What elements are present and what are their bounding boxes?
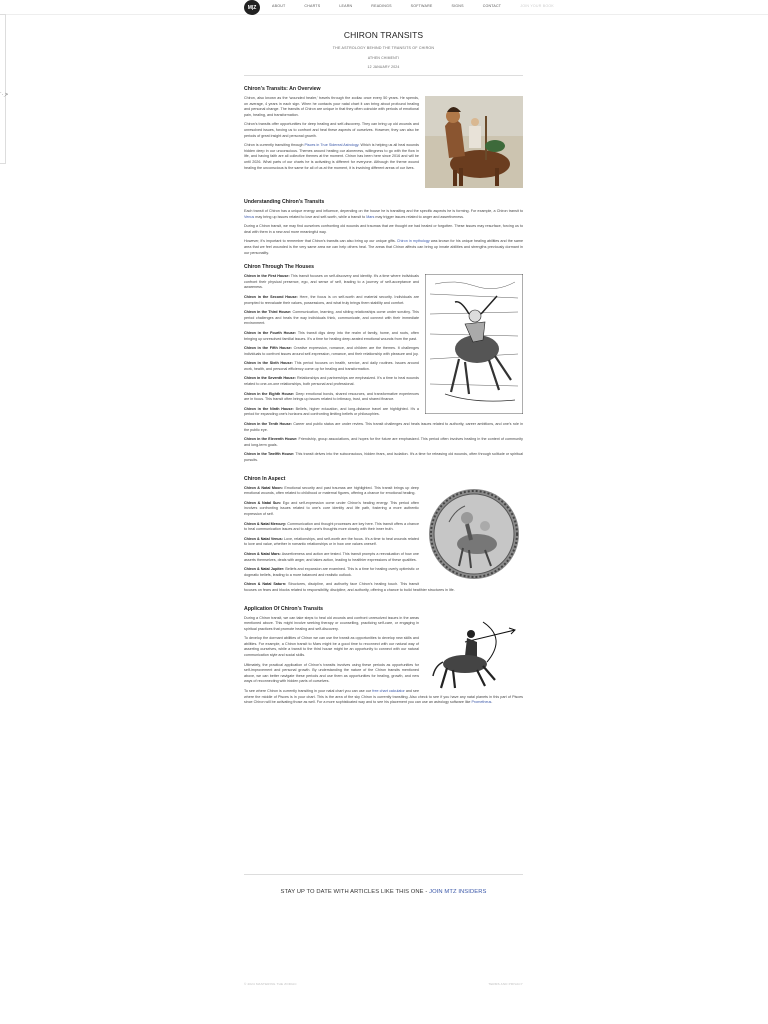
list-item: Chiron in the Tenth House: Career and public status are under review. This transit challenges and heals issues related to authority, career ambitions, and one's role in the public eye. <box>244 422 524 432</box>
paragraph: To develop the dormant abilities of Chiron we can use the transit as opportunities to develop new skills and abilities. For example, a Chiron transit to Mars might be a good time to reconnect with our natural way of asserting ourselves, while a transit to the third house might be an opportunity to connect with our natural communication style and social skills. <box>244 636 419 658</box>
section-heading: Chiron's Transits: An Overview <box>244 86 321 92</box>
list-item: Chiron in the Seventh House: Relationships and partnerships are emphasized. It's a time to heal wounds related to one-on-one relationships, both personal and professional. <box>244 376 419 387</box>
section-heading: Understanding Chiron's Transits <box>244 199 325 205</box>
section-heading: Chiron In Aspect <box>244 475 286 482</box>
list-item: Chiron in the Twelfth House: This transit delves into the subconscious, hidden fears, and isolation. It's a time for releasing old wounds, often through solitude or spiritual pursuits. <box>244 452 523 462</box>
link-venus[interactable]: Venus <box>244 214 255 219</box>
list-item: Chiron & Natal Saturn: Structures, discipline, and authority face Chiron's healing touch. This transit focuses on fears and blocks related to responsibility, discipline, and authority, offering a chance to build healthier structures in life. <box>244 582 455 592</box>
list-item: Chiron & Natal Jupiter: Beliefs and expansion are examined. This is a time for healing overly optimistic or dogmatic beliefs, leading to a more balanced and realistic outlook. <box>244 567 419 577</box>
link-pisces-sidereal[interactable]: Pisces in True Sidereal Astrology <box>304 143 359 148</box>
list-item: Chiron & Natal Mars: Assertiveness and action are tested. This transit prompts a reevaluation of how one asserts themselves, deals with anger, and takes action, leading to healthier expressions of these qualities. <box>244 551 419 562</box>
silver-medallion-image <box>425 486 523 582</box>
nav-item-contact[interactable]: CONTACT <box>482 4 502 8</box>
paragraph: Each transit of Chiron has a unique energy and influence, depending on the house he is transiting and the specific aspects he is forming. For example, a Chiron transit to Venus may bring up issues related to love and self-worth, while a transit to Mars may trigger issues related to anger and assertiveness. <box>244 209 523 219</box>
side-panel-tab[interactable] <box>0 14 6 164</box>
nav-item-charts[interactable]: CHARTS <box>304 4 321 8</box>
nav-item-learn[interactable]: LEARN <box>339 4 353 8</box>
site-logo[interactable]: M|Z <box>244 0 260 15</box>
list-item: Chiron in the Eighth House: Deep emotional bonds, shared resources, and transformative experiences are in focus. This transit often brings up issues related to intimacy, trust, and shared finance. <box>244 391 419 402</box>
footer <box>244 982 523 986</box>
centaur-engraving-image <box>425 274 523 414</box>
top-navigation <box>0 0 768 15</box>
sagittarius-archer-icon <box>425 616 523 692</box>
list-item: Chiron & Natal Mercury: Communication and thought processes are key here. This transit offers a chance to heal communication issues and to align one's thoughts more closely with their inner truth. <box>244 521 419 532</box>
link-prometheus[interactable]: Prometheus <box>471 700 492 705</box>
terms-privacy-link[interactable]: TERMS AND PRIVACY <box>488 982 523 986</box>
join-insiders-link[interactable]: JOIN MTZ INSIDERS <box>429 889 487 895</box>
nav-item-join[interactable]: JOIN YOUR BOOK <box>520 4 554 8</box>
link-chiron-mythology[interactable]: Chiron in mythology <box>396 239 430 244</box>
nav-item-signs[interactable]: SIGNS <box>451 4 464 8</box>
article <box>244 28 523 710</box>
paragraph: Chiron is currently transiting through Pisces in True Sidereal Astrology. Which is helping us all heal wounds hidden deep in our unconscious. Themes around healing our aloneness, willingness to go with the flow in life, and having faith are all collective themes at the moment. Chiron has been here since 2016 and will be until 2026. What parts of our charts he is activating is different for everyone. Although the theme wound healing the unconscious is the same for all of us at the moment, it is involving different areas of our lives. <box>244 143 419 170</box>
chevron-right-icon[interactable]: ⋱> <box>0 92 8 98</box>
list-item: Chiron in the Second House: Here, the focus is on self-worth and material security. Individuals are prompted to reevaluate their values, possessions, and what truly brings them stability and comfort. <box>244 294 420 305</box>
paragraph: Chiron, also known as the 'wounded healer,' travels through the zodiac once every 50 years. He spends, on average, 4 years in each sign. When he contacts your natal chart it can bring about profound healing and personal change. The transits of Chiron are unique in that they often coincide with periods of emotional pain, healing, and transformation. <box>244 96 419 117</box>
publish-date: 12 JANUARY 2024 <box>367 65 400 69</box>
link-free-chart-calculator[interactable]: free chart calculator <box>372 689 405 694</box>
divider <box>244 75 523 76</box>
page-subtitle: THE ASTROLOGY BEHIND THE TRANSITS OF CHIRON <box>332 46 435 50</box>
nav-links <box>272 4 573 8</box>
list-item: Chiron in the Third House: Communication, learning, and sibling relationships come under scrutiny. This period challenges and heals the way individuals think, communicate, and connect with their immediate environment. <box>244 310 419 326</box>
article-header <box>244 30 523 69</box>
paragraph: Ultimately, the practical application of Chiron's transits involves using these periods as opportunities for self-improvement and personal growth. By understanding the nature of the Chiron transits mentioned above, we can better navigate these periods and use them as opportunities for healing, growth, and new ways of reconnecting with hidden parts of ourselves. <box>244 662 419 684</box>
list-item: Chiron in the Fourth House: This transit digs deep into the realm of family, home, and roots, often bringing up unresolved familial issues. It's a time for healing deep-seated emotional wounds from the past. <box>244 330 419 341</box>
list-item: Chiron in the Eleventh House: Friendship, group associations, and hopes for the future are emphasized. This period often involves healing in the context of community and long-term goals. <box>244 437 523 447</box>
section-heading: Application Of Chiron's Transits <box>244 605 324 612</box>
paragraph: However, it's important to remember that Chiron's transits can also bring up our unique gifts. Chiron in mythology was known for his unique healing abilities and the same area that we feel wounded is the very same area we can help others heal. The areas that Chiron affects can bring up innate abilities and strengths previously dormant in our personality. <box>244 239 524 255</box>
link-mars[interactable]: Mars <box>366 214 375 219</box>
paragraph: To see where Chiron is currently transiting in your natal chart you can use our free chart calculator and see where the middle of Pisces is in your chart. This is the area of the sky Chiron is currently transiting. Also check to see if you have any natal planets in this part of Pisces since Chiron will be activating those as well. For a more sophisticated way and to see his placement you can use an astrology software like Prometheus. <box>244 689 523 705</box>
newsletter-cta <box>244 874 523 895</box>
list-item: Chiron & Natal Sun: Ego and self-expression come under Chiron's healing energy. This period often involves confronting issues related to one's core identity and life path, fostering a more authentic expression of self. <box>244 500 419 516</box>
nav-item-software[interactable]: SOFTWARE <box>410 4 433 8</box>
list-item: Chiron & Natal Moon: Emotional security and past traumas are highlighted. This transit brings up deep emotional wounds, often related to childhood or maternal figures, offering a chance for emotional healing. <box>244 485 419 496</box>
copyright-text: © 2024 MASTERING THE ZODIAC <box>244 982 297 986</box>
list-item: Chiron in the Fifth House: Creative expression, romance, and children are the themes. It challenges individuals to confront issues around self-expression, romance, and their relationship with pleasure and joy. <box>244 346 419 356</box>
paragraph: During a Chiron transit, we may find ourselves confronting old wounds and traumas that we thought we had healed or forgotten. These issues may resurface, forcing us to deal with them in a new and more meaningful way. <box>244 224 523 234</box>
paragraph: During a Chiron transit, we can take steps to heal old wounds and confront unresolved issues in the areas mentioned above. This might involve seeking therapy or counselling, practicing self-care, or engaging in spiritual practices that promote healing and self-discovery. <box>244 615 419 631</box>
section-heading: Chiron Through The Houses <box>244 264 315 271</box>
page-title: CHIRON TRANSITS <box>343 30 424 40</box>
nav-item-about[interactable]: ABOUT <box>272 4 286 8</box>
paragraph: Chiron's transits offer opportunities for deep healing and self-discovery. They can bring up old wounds and unresolved issues, forcing us to confront and heal these aspects of ourselves. However, they can also be periods of great insight and personal growth. <box>244 122 419 138</box>
cta-text: STAY UP TO DATE WITH ARTICLES LIKE THIS ONE - <box>280 889 430 895</box>
list-item: Chiron in the Sixth House: This period focuses on health, service, and daily routines. Issues around work, health, and personal efficiency come up for healing and transformation. <box>244 361 419 371</box>
list-item: Chiron & Natal Venus: Love, relationships, and self-worth are the focus. It's a time to heal wounds related to love and value, whether in romantic relationships or in how one values oneself. <box>244 536 419 547</box>
nav-item-readings[interactable]: READINGS <box>371 4 392 8</box>
list-item: Chiron in the Ninth House: Beliefs, higher education, and long-distance travel are highlighted. It's a period for expanding one's horizons and confronting limiting beliefs or philosophies. <box>244 406 419 417</box>
list-item: Chiron in the First House: This transit focuses on self-discovery and identity. It's a time where individuals confront their physical presence, ego, and sense of self, leading to a journey of self-acceptance and awareness. <box>244 274 419 290</box>
chiron-painting-image <box>425 96 523 188</box>
author[interactable]: ATHEN CHIMENTI <box>367 56 400 60</box>
